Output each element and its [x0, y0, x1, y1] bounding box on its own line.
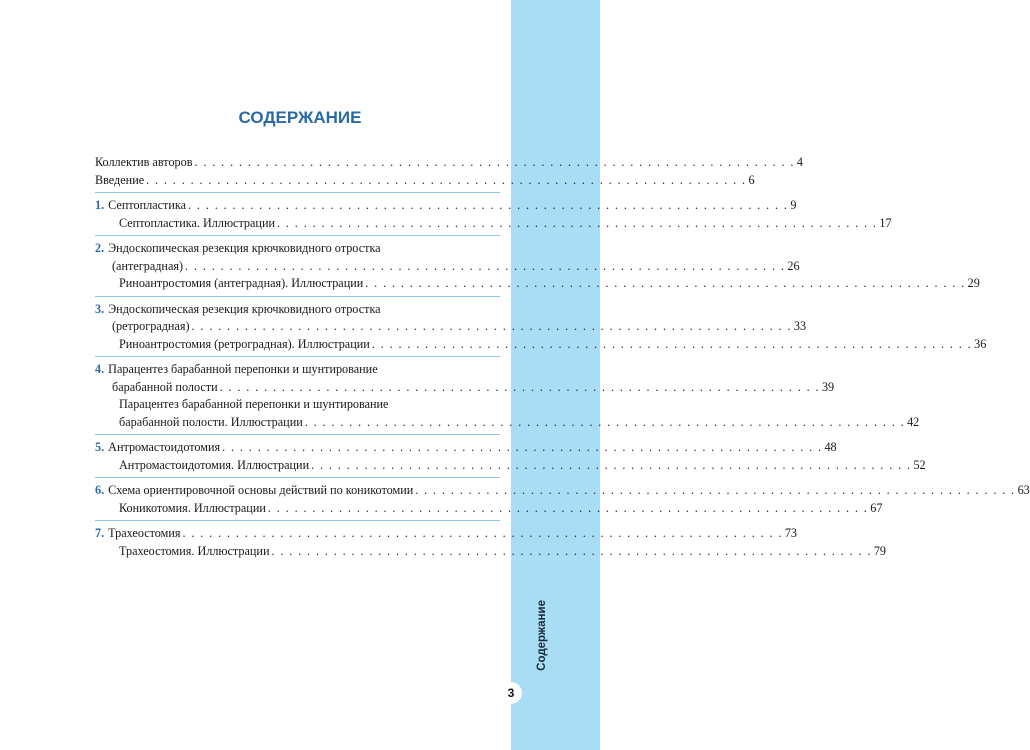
toc-page-number: 73 — [784, 526, 798, 540]
toc-page-number: 4 — [796, 155, 803, 169]
toc-page-number: 29 — [967, 276, 980, 290]
toc-entry[interactable] — [95, 379, 835, 397]
toc-page-number: 42 — [907, 414, 920, 429]
toc-entry[interactable] — [95, 457, 926, 475]
toc-entry-title: Антромастоидотомия — [108, 440, 221, 454]
section-number: 2. — [95, 241, 105, 255]
dot-leader: . . . . . . . . . . . . . . . . . . . . . . . . . . . . . . . . . . . . . . . . . . . . . . . . . . . . . . . . . . . . . . . . . . . . — [191, 319, 792, 333]
section-divider — [95, 356, 500, 357]
toc-entry-title: (антеградная) — [112, 258, 184, 273]
dot-leader: . . . . . . . . . . . . . . . . . . . . . . . . . . . . . . . . . . . . . . . . . . . . . . . . . . . . . . . . . . . . . . . . . . . . — [304, 414, 906, 429]
toc-entry-title: Эндоскопическая резекция крючковидного отростка — [108, 241, 381, 255]
dot-leader: . . . . . . . . . . . . . . . . . . . . . . . . . . . . . . . . . . . . . . . . . . . . . . . . . . . . . . . . . . . . . . . . . . . . — [271, 543, 872, 558]
dot-leader: . . . . . . . . . . . . . . . . . . . . . . . . . . . . . . . . . . . . . . . . . . . . . . . . . . . . . . . . . . . . . . . . . . . . — [219, 379, 820, 394]
toc-entry[interactable] — [95, 172, 755, 190]
section-divider — [95, 520, 500, 521]
toc-entry-title: Антромастоидотомия. Иллюстрации — [119, 457, 310, 472]
toc-entry[interactable] — [95, 301, 500, 319]
toc-page-number: 36 — [974, 336, 987, 351]
toc-entry[interactable] — [95, 154, 803, 172]
toc-entry[interactable] — [95, 197, 797, 215]
toc-section — [95, 293, 987, 354]
side-section-label — [536, 600, 556, 670]
section-divider — [95, 192, 500, 193]
toc-page-number: 39 — [821, 379, 835, 394]
toc-entry-title: Введение — [95, 172, 145, 187]
section-divider — [95, 477, 500, 478]
dot-leader: . . . . . . . . . . . . . . . . . . . . . . . . . . . . . . . . . . . . . . . . . . . . . . . . . . . . . . . . . . . . . . . . . . . . — [277, 215, 878, 230]
dot-leader: . . . . . . . . . . . . . . . . . . . . . . . . . . . . . . . . . . . . . . . . . . . . . . . . . . . . . . . . . . . . . . . . . . . . — [222, 440, 823, 454]
section-number: 5. — [95, 440, 105, 454]
dot-leader: . . . . . . . . . . . . . . . . . . . . . . . . . . . . . . . . . . . . . . . . . . . . . . . . . . . . . . . . . . . . . . . . . . . . — [188, 198, 789, 212]
toc-entry-title: Трахеостомия — [108, 526, 181, 540]
section-number: 7. — [95, 526, 105, 540]
toc-entry[interactable] — [95, 482, 1030, 500]
dot-leader: . . . . . . . . . . . . . . . . . . . . . . . . . . . . . . . . . . . . . . . . . . . . . . . . . . . . . . . . . . . . . . . . . . . . — [194, 155, 795, 169]
toc-entry[interactable] — [95, 275, 980, 293]
toc-page-number: 48 — [824, 440, 837, 454]
toc-entry-title: Коллектив авторов — [95, 155, 193, 169]
toc-entry-title: Трахеостомия. Иллюстрации — [119, 543, 270, 558]
side-label-text: Содержание — [536, 600, 548, 671]
toc-entry-title: Схема ориентировочной основы действий по коникотомии — [108, 483, 414, 497]
toc-entry[interactable] — [95, 215, 892, 233]
dot-leader: . . . . . . . . . . . . . . . . . . . . . . . . . . . . . . . . . . . . . . . . . . . . . . . . . . . . . . . . . . . . . . . . . . . . — [371, 336, 973, 351]
dot-leader: . . . . . . . . . . . . . . . . . . . . . . . . . . . . . . . . . . . . . . . . . . . . . . . . . . . . . . . . . . . . . . . . . . . . — [415, 483, 1016, 497]
toc-entry-title: барабанной полости. Иллюстрации — [119, 414, 303, 429]
toc-entry-title: Коникотомия. Иллюстрации — [119, 500, 266, 515]
toc-entry-title: Септопластика. Иллюстрации — [119, 215, 276, 230]
dot-leader: . . . . . . . . . . . . . . . . . . . . . . . . . . . . . . . . . . . . . . . . . . . . . . . . . . . . . . . . . . . . . . . . . . . . — [185, 258, 786, 273]
page-title: СОДЕРЖАНИЕ — [238, 108, 362, 127]
toc-section — [95, 517, 886, 560]
toc-page-number: 33 — [793, 319, 807, 333]
toc-section — [95, 431, 926, 474]
toc-entry-title: (ретроградная) — [112, 319, 190, 333]
toc-entry[interactable] — [95, 258, 800, 276]
toc-entry-title: Эндоскопическая резекция крючковидного отростка — [108, 301, 381, 316]
toc-section — [95, 474, 1030, 517]
dot-leader: . . . . . . . . . . . . . . . . . . . . . . . . . . . . . . . . . . . . . . . . . . . . . . . . . . . . . . . . . . . . . . . . . . . . — [146, 172, 747, 187]
section-number: 3. — [95, 301, 105, 316]
section-divider — [95, 296, 500, 297]
toc-page-number: 52 — [913, 457, 926, 472]
toc-page-number: 9 — [790, 198, 797, 212]
toc-entry-title: Риноантростомия (ретроградная). Иллюстрации — [119, 336, 370, 351]
section-number: 1. — [95, 198, 105, 212]
section-number: 6. — [95, 483, 105, 497]
toc-page-number: 6 — [748, 172, 755, 187]
toc-entry-title: Риноантростомия (антеградная). Иллюстрации — [119, 276, 364, 290]
toc-entry[interactable] — [95, 525, 798, 543]
section-divider — [95, 434, 500, 435]
dot-leader: . . . . . . . . . . . . . . . . . . . . . . . . . . . . . . . . . . . . . . . . . . . . . . . . . . . . . . . . . . . . . . . . . . . . — [267, 500, 869, 515]
toc-entry[interactable] — [95, 396, 500, 414]
toc-page-number: 79 — [873, 543, 886, 558]
toc-section — [95, 232, 980, 293]
dot-leader: . . . . . . . . . . . . . . . . . . . . . . . . . . . . . . . . . . . . . . . . . . . . . . . . . . . . . . . . . . . . . . . . . . . . — [365, 276, 966, 290]
toc-entry[interactable] — [95, 500, 883, 518]
toc-section — [95, 189, 892, 232]
toc-entry[interactable] — [95, 439, 837, 457]
dot-leader: . . . . . . . . . . . . . . . . . . . . . . . . . . . . . . . . . . . . . . . . . . . . . . . . . . . . . . . . . . . . . . . . . . . . — [311, 457, 912, 472]
toc-page-number: 26 — [787, 258, 800, 273]
toc-entry[interactable] — [95, 414, 920, 432]
section-divider — [95, 235, 500, 236]
table-of-contents — [95, 154, 1030, 560]
toc-entry-title: Септопластика — [108, 198, 187, 212]
toc-entry-title: Парацентез барабанной перепонки и шунтирование — [119, 397, 389, 411]
toc-entry[interactable] — [95, 361, 500, 379]
toc-page-number: 63 — [1017, 483, 1030, 497]
dot-leader: . . . . . . . . . . . . . . . . . . . . . . . . . . . . . . . . . . . . . . . . . . . . . . . . . . . . . . . . . . . . . . . . . . . . — [182, 526, 783, 540]
section-number: 4. — [95, 362, 105, 376]
toc-entry[interactable] — [95, 240, 500, 258]
toc-entry[interactable] — [95, 543, 886, 561]
toc-page-number: 17 — [879, 215, 892, 230]
toc-page-number: 67 — [870, 500, 883, 515]
toc-entry-title: барабанной полости — [112, 379, 218, 394]
toc-entry[interactable] — [95, 336, 987, 354]
toc-section — [95, 353, 920, 431]
toc-entry-title: Парацентез барабанной перепонки и шунтирование — [108, 362, 378, 376]
toc-entry[interactable] — [95, 318, 807, 336]
page-number: 3 — [500, 682, 522, 704]
